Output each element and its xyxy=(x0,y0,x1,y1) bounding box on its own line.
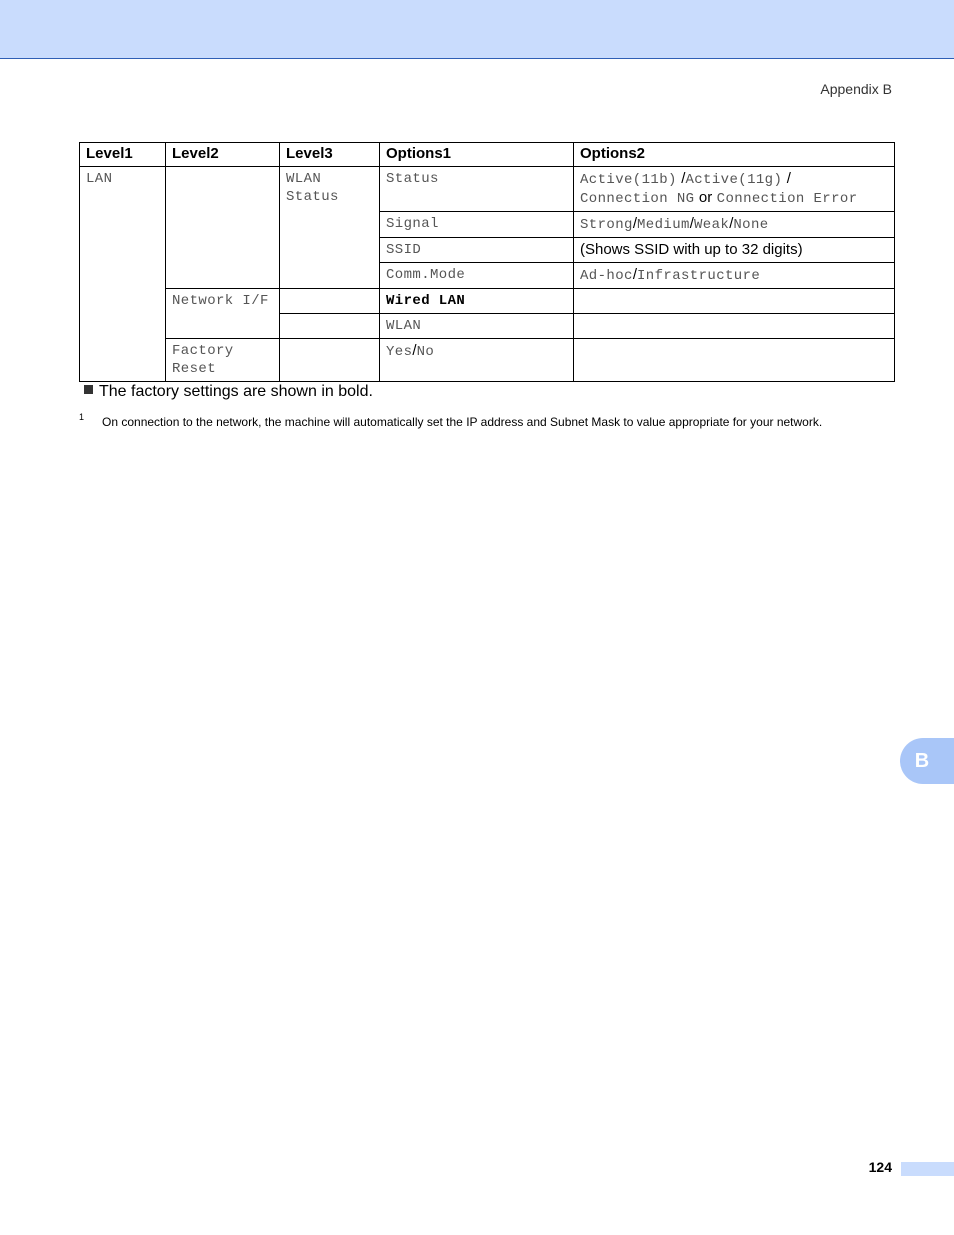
settings-table xyxy=(79,142,895,382)
comm-infrastructure: Infrastructure xyxy=(636,268,761,284)
or-word: or xyxy=(698,189,713,206)
header-level2: Level2 xyxy=(166,143,280,167)
option-comm-mode: Comm.Mode xyxy=(380,263,574,289)
header-level1: Level1 xyxy=(80,143,166,167)
header-options2: Options2 xyxy=(574,143,895,167)
option2-status-values xyxy=(574,167,895,212)
option-no: No xyxy=(416,344,435,360)
level1-lan: LAN xyxy=(80,167,166,382)
slash: / xyxy=(729,215,734,232)
connection-error: Connection Error xyxy=(716,191,858,207)
signal-medium: Medium xyxy=(636,217,690,233)
slash: / xyxy=(786,170,791,187)
slash: / xyxy=(632,266,637,283)
bold-defaults-note xyxy=(84,383,373,401)
table-row xyxy=(80,167,895,212)
reset-word: Reset xyxy=(172,361,217,377)
level2-factory-reset xyxy=(166,339,280,382)
slash: / xyxy=(412,342,417,359)
header-options1: Options1 xyxy=(380,143,574,167)
level3-empty xyxy=(280,314,380,339)
option-wlan: WLAN xyxy=(380,314,574,339)
option-yes-no xyxy=(380,339,574,382)
footnote-text: On connection to the network, the machine will automatically set the IP address and Subnet Mask to value appropriate for your network. xyxy=(102,415,823,429)
header-band xyxy=(0,0,954,59)
option2-empty xyxy=(574,314,895,339)
option-wired-lan: Wired LAN xyxy=(380,289,574,314)
option-signal: Signal xyxy=(380,212,574,238)
table-row xyxy=(80,339,895,382)
factory-word: Factory xyxy=(172,343,234,359)
level2-network-if: Network I/F xyxy=(166,289,280,339)
signal-strong: Strong xyxy=(580,217,633,233)
status-word: Status xyxy=(286,189,339,205)
signal-none: None xyxy=(733,217,769,233)
active-11b: Active(11b) xyxy=(580,172,677,188)
connection-ng: Connection NG xyxy=(580,191,695,207)
table-row xyxy=(80,289,895,314)
level3-wlan-status xyxy=(280,167,380,289)
option-status: Status xyxy=(380,167,574,212)
level2-empty xyxy=(166,167,280,289)
slash: / xyxy=(681,170,686,187)
option2-signal-values xyxy=(574,212,895,238)
wlan-word: WLAN xyxy=(286,171,322,187)
header-level3: Level3 xyxy=(280,143,380,167)
slash: / xyxy=(689,215,694,232)
option2-comm-mode-values xyxy=(574,263,895,289)
page-number-bar xyxy=(901,1162,954,1176)
option-yes: Yes xyxy=(386,344,413,360)
option-ssid: SSID xyxy=(380,238,574,263)
active-11g: Active(11g) xyxy=(685,172,783,188)
slash: / xyxy=(632,215,637,232)
signal-weak: Weak xyxy=(693,217,730,233)
table-header-row xyxy=(80,143,895,167)
comm-adhoc: Ad-hoc xyxy=(580,268,633,284)
appendix-tab: B xyxy=(900,738,954,784)
option2-ssid: (Shows SSID with up to 32 digits) xyxy=(574,238,895,263)
section-label: Appendix B xyxy=(820,81,892,97)
level3-empty xyxy=(280,339,380,382)
square-bullet-icon xyxy=(84,385,93,394)
page-number: 124 xyxy=(868,1159,892,1175)
option2-empty xyxy=(574,339,895,382)
footnote-mark: 1 xyxy=(79,412,85,422)
note-text: The factory settings are shown in bold. xyxy=(99,383,373,400)
option2-empty xyxy=(574,289,895,314)
level3-empty xyxy=(280,289,380,314)
